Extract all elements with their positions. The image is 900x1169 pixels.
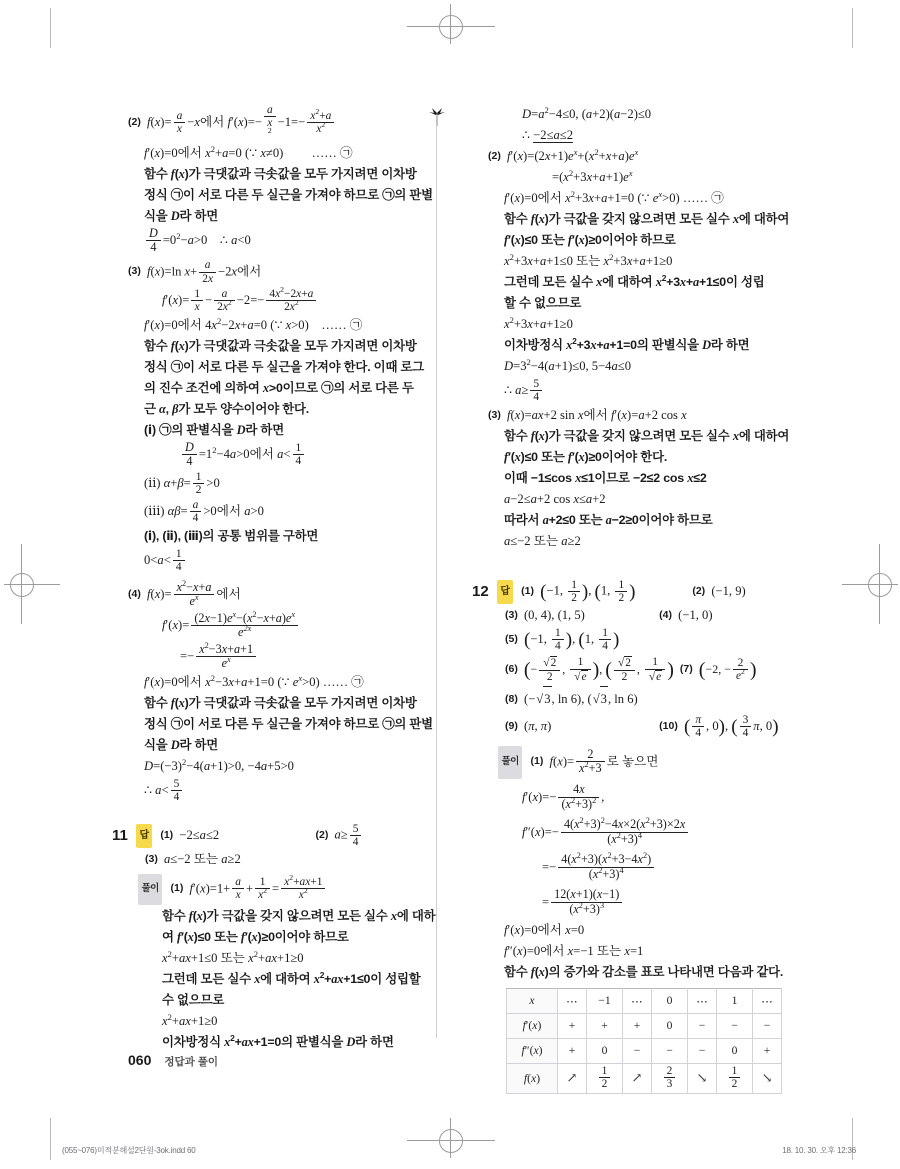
problem-11-solution-line3: 여 f′(x)≤0 또는 f′(x)≥0이어야 하므로	[162, 929, 349, 944]
cell: +	[558, 1013, 587, 1038]
problem-11-solution-line2: 함수 f(x)가 극값을 갖지 않으려면 모든 실수 x에 대하	[162, 908, 436, 923]
problem-11-solution-line6: 수 없으므로	[162, 992, 225, 1007]
left-item3-line7: 근 α, β가 모두 양수이어야 한다.	[144, 402, 309, 417]
right-column	[472, 104, 800, 1094]
solution-badge: 풀이	[138, 874, 162, 905]
registration-mark-right	[868, 566, 892, 606]
right-item2-line12: ∴ a≥ $\frac{5}{4}$	[488, 377, 800, 404]
answer-badge: 답	[136, 824, 152, 848]
problem-12-solution-line1: 풀이 (1) f(x)= $\frac{2}{x^2+3}$ 로 놓으면	[488, 746, 800, 779]
left-item2-line6: $\frac{D}{4}$ $=0^2-a>0$ ∴ a<0	[128, 227, 440, 255]
folio-title: 정답과 풀이	[164, 1056, 218, 1068]
left-item4-label: (4)	[128, 588, 141, 601]
left-item3-line3: f′(x)=0에서 $4x^2-2x+a=0$ (∵ x>0) …… ㉠	[144, 316, 363, 333]
problem-12-answer-1: (1) (−1, $\frac{1}{2}$ ), (1, $\frac{1}{2}$ )	[521, 578, 636, 604]
cell: +	[558, 1038, 587, 1063]
print-timestamp: 18. 10. 30. 오후 12:36	[782, 1146, 856, 1155]
problem-11-solution-line4: $x^2+ax+1\le 0$ 또는 $x^2+ax+1\ge 0$	[162, 948, 304, 965]
left-item3-line12: (ⅰ), (ⅱ), (ⅲ)의 공통 범위를 구하면	[144, 529, 319, 544]
right-continued-line1: $D=a^2-4\le 0$, (a+2)(a−2)≤0	[522, 104, 652, 121]
cell: −	[716, 1013, 752, 1038]
answer-badge: 답	[497, 580, 513, 604]
right-item3-line2: 함수 f(x)가 극값을 갖지 않으려면 모든 실수 x에 대하여	[504, 429, 790, 443]
left-item3-line8: (ⅰ) ㉠의 판별식을 D라 하면	[144, 423, 284, 438]
solution-badge: 풀이	[498, 746, 522, 779]
problem-11-answer-2: (2) a≥ $\frac{5}{4}$	[316, 823, 364, 849]
left-item2-line1: (2) f(x)= $\frac{a}{x}$ −x에서 f′(x)=− a x $^2$−1=− $\frac{x^2+a}{x^2}$	[128, 104, 440, 142]
left-item2-line4: 정식 ㉠이 서로 다른 두 실근을 가져야 하므로 ㉠의 판별	[144, 187, 433, 202]
problem-11	[112, 822, 440, 1052]
problem-11-answer-3: a≤−2 또는 a≥2	[164, 851, 241, 866]
right-item2-line9: $x^2+3x+a+1\ge 0$	[504, 314, 573, 331]
problem-12-answer-6-label: (6)	[505, 662, 518, 675]
problem-11-number: 11	[112, 827, 128, 845]
right-item2-line3: f′(x)=0에서 $x^2+3x+a+1=0$ (∵ $e^x>0$) …… ㉠	[504, 188, 724, 205]
table-head-x: x	[507, 988, 558, 1013]
left-item3-line11: (ⅲ) αβ= $\frac{a}{4}$ >0에서 a>0	[144, 498, 264, 525]
problem-11-answer-row-2	[128, 849, 440, 870]
left-item3-line13: 0<a< $\frac{1}{4}$	[128, 547, 440, 574]
crop-mark-top-right	[852, 8, 853, 48]
cell: −	[688, 1013, 717, 1038]
crop-mark-bottom-left	[50, 1118, 51, 1160]
left-item3-line6: 의 진수 조건에 의하여 x>0이므로 ㉠의 서로 다른 두	[144, 381, 414, 396]
cell-arrow-up: ↗	[623, 1063, 652, 1093]
problem-11-solution-sublabel: (1)	[170, 882, 184, 895]
problem-12-answer-9: (9) (π, π)	[505, 719, 552, 734]
table-head-f: f(x)	[507, 1063, 558, 1093]
right-item3-line6: 따라서 a+2≤0 또는 a−2≥0이어야 하므로	[504, 513, 713, 527]
problem-12-answer-8-label: (8)	[505, 692, 518, 705]
cell: −	[688, 1038, 717, 1063]
left-item2-line5: 식을 D라 하면	[144, 208, 219, 223]
left-item3-line10: (ⅱ) α+β= $\frac{1}{2}$ >0	[144, 470, 220, 497]
cell: −	[623, 1038, 652, 1063]
table-row	[507, 1038, 782, 1063]
left-item4-line9: ∴ a< $\frac{5}{4}$	[128, 777, 440, 804]
problem-11-answer-1-label: (1)	[160, 829, 174, 842]
problem-11-solution-line5: 그런데 모든 실수 x에 대하여 $x^2+ax+1\le 0$이 성립할	[162, 969, 421, 986]
left-item3-line1: (3) f(x)=ln x+ $\frac{a}{2x}$ −2x에서	[128, 259, 262, 285]
left-item4-line3: =− $\frac{x^2-3x+a+1}{e^x}$	[128, 641, 440, 671]
left-item3-label: (3)	[128, 265, 141, 278]
right-item2-line8: 할 수 없으므로	[504, 296, 582, 310]
folio	[128, 1052, 218, 1070]
cell: −	[753, 1013, 782, 1038]
right-continued-line2: ∴ −2≤a≤2	[522, 128, 573, 142]
cell-value: $\frac{2}{3}$	[651, 1063, 687, 1093]
cell: 0	[586, 1038, 622, 1063]
problem-12-answer-10-label: (10)	[659, 719, 678, 732]
problem-12-solution-line4: =− $\frac{4(x^2+3)(x^2+3-4x^2)}{(x^2+3)^4}$	[488, 850, 800, 884]
left-item4-line8: $D=(-3)^2-4(a+1)>0$, −4a+5>0	[144, 756, 294, 774]
problem-12-answer-row-5	[488, 686, 800, 712]
registration-mark-bottom	[439, 1122, 463, 1162]
left-item3-line2: f′(x)= $\frac{1}{x}$ − $\frac{a}{2x^2}$ −2=− $\frac{4x^2-2x+a}{2x^2}$	[128, 286, 440, 314]
problem-12-answer-row-2	[488, 605, 800, 627]
table-head-fdoubleprime: f″(x)	[507, 1038, 558, 1063]
cell-arrow-down: ↘	[688, 1063, 717, 1093]
problem-12-solution-sublabel: (1)	[530, 754, 544, 767]
registration-mark-top	[439, 8, 463, 48]
problem-12-answer-10: (10) ( $\frac{\pi}{4}$ , 0), ( $\frac{3}{4}$ π, 0)	[659, 713, 779, 739]
right-item2-line10: 이차방정식 $x^2+3x+a+1=0$의 판별식을 D라 하면	[504, 335, 750, 352]
problem-12-answer-9-label: (9)	[505, 720, 518, 733]
problem-12-answer-4: (4) (−1, 0)	[659, 608, 713, 623]
table-head-fprime: f′(x)	[507, 1013, 558, 1038]
registration-mark-left	[10, 566, 34, 606]
problem-12-answer-8: (−√3, ln 6), (√3, ln 6)	[524, 692, 638, 706]
cell: 0	[716, 1038, 752, 1063]
problem-12-answer-7-label: (7)	[679, 662, 693, 675]
cell: ⋯	[623, 988, 652, 1013]
problem-12-number: 12	[472, 583, 489, 601]
problem-12-answer-row-4	[488, 654, 800, 686]
problem-12-answer-6: (− $\frac{√2}{2}$ , $\frac{1}{√e}$ ), ( $\frac{√2}{2}$ , $\frac{1}{√e}$ )	[523, 656, 674, 683]
table-row	[507, 1013, 782, 1038]
problem-11-answer-1: (1) −2≤a≤2	[160, 828, 220, 843]
problem-12-solution-line7: f″(x)=0에서 x=−1 또는 x=1	[504, 943, 644, 958]
left-item2-line3: 함수 f(x)가 극댓값과 극솟값을 모두 가지려면 이차방	[144, 166, 417, 181]
left-item3-line5: 정식 ㉠이 서로 다른 두 실근을 가져야 한다. 이때 로그	[144, 360, 425, 375]
cell-value: $\frac{1}{2}$	[586, 1063, 622, 1093]
cell-value: $\frac{1}{2}$	[716, 1063, 752, 1093]
right-item3-label: (3)	[488, 409, 501, 421]
left-item4-line6: 정식 ㉠이 서로 다른 두 실근을 가져야 하므로 ㉠의 판별	[144, 717, 433, 732]
right-item2-line6: $x^2+3x+a+1\le 0$ 또는 $x^2+3x+a+1\ge 0$	[504, 251, 673, 268]
crop-mark-top-left	[50, 8, 51, 48]
problem-12	[472, 578, 800, 1094]
problem-12-answer-3: (3) (0, 4), (1, 5)	[505, 608, 585, 623]
table-row	[507, 988, 782, 1013]
cell: +	[623, 1013, 652, 1038]
problem-11-answer-3-label: (3)	[145, 852, 158, 865]
table-row	[507, 1063, 782, 1093]
problem-12-answer-row-3	[488, 626, 800, 654]
right-item2-line5: f′(x)≤0 또는 f′(x)≥0이어야 하므로	[504, 233, 676, 247]
problem-12-answer-row-6	[488, 712, 800, 742]
right-item2-line7: 그런데 모든 실수 x에 대하여 $x^2+3x+a+1\le 0$이 성립	[504, 272, 765, 289]
right-item3-line3: f′(x)≤0 또는 f′(x)≥0이어야 한다.	[504, 450, 668, 464]
problem-11-solution-line1: 풀이 (1) f′(x)=1+ $\frac{a}{x}$ + $\frac{1}{x^2}$ = $\frac{x^2+ax+1}{x^2}$	[128, 874, 440, 905]
cell-arrow-up: ↗	[558, 1063, 587, 1093]
problem-12-answer-3-label: (3)	[505, 609, 518, 622]
indesign-filename: (055~076)미적분해설2단원-3ok.indd 60	[62, 1146, 196, 1155]
problem-11-solution-line7: $x^2+ax+1\ge 0$	[162, 1011, 218, 1028]
left-item2-label: (2)	[128, 115, 141, 128]
cell: −1	[586, 988, 622, 1013]
cell: +	[586, 1013, 622, 1038]
left-item3-line9: $\frac{D}{4}$ $=1^2-4a>0$에서 a< $\frac{1}{4}$	[128, 441, 440, 469]
cell: 0	[651, 1013, 687, 1038]
problem-12-solution-line8: 함수 f(x)의 증가와 감소를 표로 나타내면 다음과 같다.	[504, 964, 784, 979]
problem-11-answer-row-1	[112, 823, 440, 849]
left-item4-line7: 식을 D라 하면	[144, 738, 219, 753]
left-column	[112, 103, 440, 1053]
left-item4-line5: 함수 f(x)가 극댓값과 극솟값을 모두 가지려면 이차방	[144, 696, 417, 711]
cell-arrow-down: ↘	[753, 1063, 782, 1093]
right-item3-line5: a−2≤a+2 cos x≤a+2	[504, 492, 606, 506]
cell: +	[753, 1038, 782, 1063]
right-item3-line4: 이때 −1≤cos x≤1이므로 −2≤2 cos x≤2	[504, 471, 707, 485]
left-item4-line1: (4) f(x)= $\frac{x^2-x+a}{e^x}$ 에서	[128, 579, 241, 609]
problem-12-answer-2-label: (2)	[692, 585, 706, 598]
right-item2-line11: $D=3^2-4(a+1)\le 0$, 5−4a≤0	[504, 356, 631, 373]
problem-12-answer-5-label: (5)	[505, 633, 518, 646]
variation-table	[506, 988, 782, 1094]
cell: ⋯	[688, 988, 717, 1013]
problem-12-answer-1-label: (1)	[521, 584, 535, 597]
problem-12-solution-line6: f′(x)=0에서 x=0	[504, 922, 585, 937]
left-item2-line2: f′(x)=0에서 $x^2+a=0$ (∵ x≠0) …… ㉠	[144, 143, 353, 160]
right-item2-label: (2)	[488, 150, 501, 162]
cell: ⋯	[558, 988, 587, 1013]
cell: −	[651, 1038, 687, 1063]
problem-12-answer-5: (−1, $\frac{1}{4}$ ), (1, $\frac{1}{4}$ )	[524, 627, 620, 653]
cell: 0	[651, 988, 687, 1013]
problem-12-answer-row-1	[472, 579, 800, 605]
left-item4-line4: f′(x)=0에서 $x^2-3x+a+1=0$ (∵ $e^x>0$) …… ㉠	[144, 672, 364, 690]
problem-11-answer-2-label: (2)	[315, 828, 329, 841]
right-item2-line4: 함수 f(x)가 극값을 갖지 않으려면 모든 실수 x에 대하여	[504, 212, 790, 226]
right-item2-line1: (2) $f'(x)=(2x+1)e^x+(x^2+x+a)e^x$	[488, 146, 639, 163]
problem-12-solution-line5: = $\frac{12(x+1)(x-1)}{(x^2+3)^3}$	[488, 885, 800, 919]
problem-12-solution-line2: f′(x)=− $\frac{4x}{(x^2+3)^2}$ ,	[522, 782, 605, 811]
problem-12-answer-2: (2) (−1, 9)	[692, 584, 746, 599]
right-item3-line1: (3) f(x)=ax+2 sin x에서 f′(x)=a+2 cos x	[488, 408, 687, 422]
right-item2-line2: $=(x^2+3x+a+1)e^x$	[552, 167, 633, 184]
page-number: 060	[128, 1052, 152, 1068]
problem-12-answer-7: (7) (−2, − $\frac{2}{e^2}$ )	[679, 656, 757, 683]
cell: ⋯	[753, 988, 782, 1013]
right-item3-line7: a≤−2 또는 a≥2	[504, 534, 581, 548]
problem-12-answer-4-label: (4)	[659, 609, 672, 622]
left-item3-line4: 함수 f(x)가 극댓값과 극솟값을 모두 가지려면 이차방	[144, 339, 417, 354]
problem-11-solution-line8: 이차방정식 $x^2+ax+1=0$의 판별식을 D라 하면	[162, 1032, 394, 1049]
left-item4-line2: f′(x)= $\frac{(2x-1)e^x-(x^2-x+a)e^x}{e^{2x}}$	[128, 610, 440, 640]
cell: 1	[716, 988, 752, 1013]
problem-12-solution-line3: f″(x)=− $\frac{4(x^2+3)^2-4x\times 2(x^2+3)\times 2x}{(x^2+3)^4}$	[488, 815, 800, 849]
